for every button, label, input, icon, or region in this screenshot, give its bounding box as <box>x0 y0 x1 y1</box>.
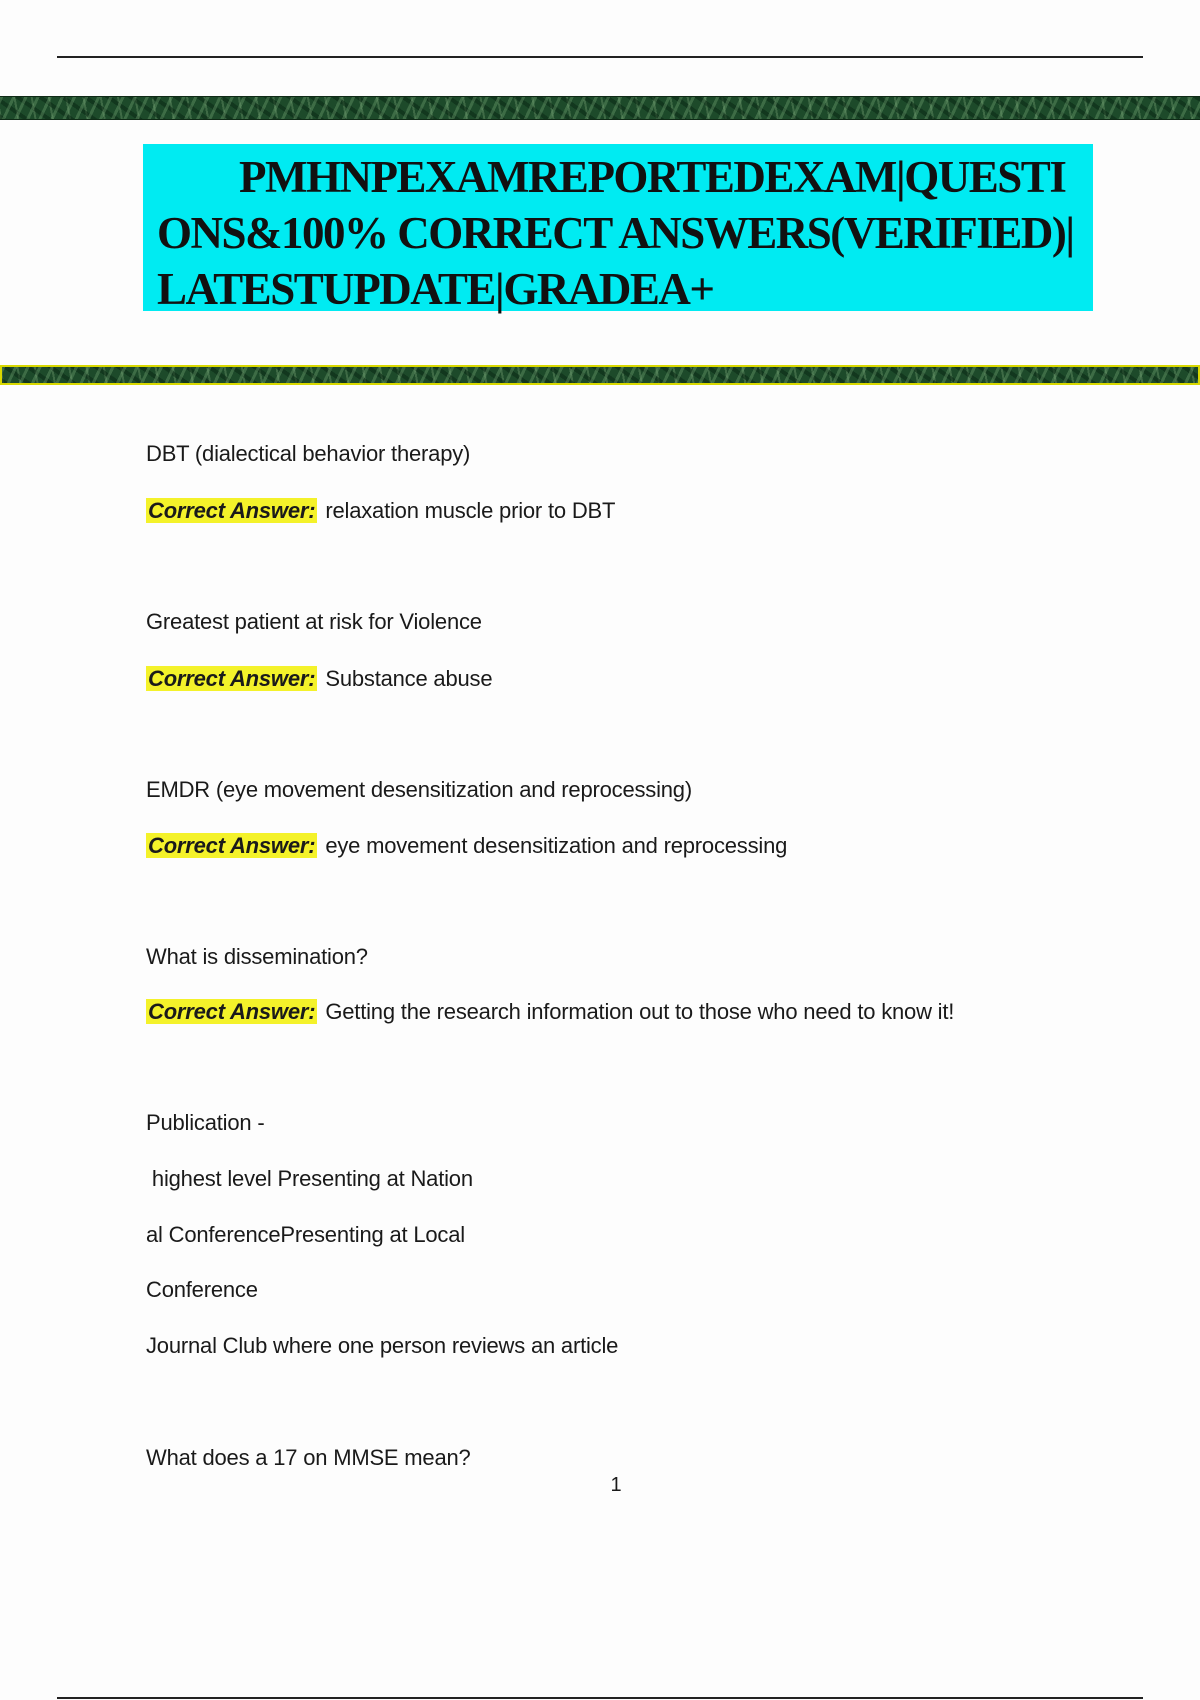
publication-line: al ConferencePresenting at Local <box>146 1222 465 1247</box>
publication-line: Publication - <box>146 1110 265 1135</box>
answer-text: eye movement desensitization and reprocessing <box>325 833 788 858</box>
answer-text: Getting the research information out to those who need to know it! <box>325 999 955 1024</box>
correct-answer-label: Correct Answer: <box>148 498 316 523</box>
title-banner <box>143 144 1093 314</box>
publication-line: highest level Presenting at Nation <box>146 1166 473 1191</box>
publication-line: Conference <box>146 1277 258 1302</box>
answer-row <box>146 831 787 861</box>
footer-rule <box>57 1697 1143 1699</box>
question-text: What does a 17 on MMSE mean? <box>146 1445 471 1470</box>
question-text: DBT (dialectical behavior therapy) <box>146 441 471 466</box>
header-rule <box>57 56 1143 58</box>
correct-answer-label: Correct Answer: <box>148 999 316 1024</box>
correct-answer-label: Correct Answer: <box>148 666 316 691</box>
question-text: EMDR (eye movement desensitization and reprocessing) <box>146 777 692 802</box>
page-number: 1 <box>610 1474 622 1496</box>
correct-answer-label: Correct Answer: <box>148 833 316 858</box>
answer-row <box>146 496 615 526</box>
answer-row <box>146 997 954 1027</box>
decorative-band-bottom <box>0 365 1200 385</box>
answer-text: relaxation muscle prior to DBT <box>325 498 616 523</box>
question-text: Greatest patient at risk for Violence <box>146 609 482 634</box>
answer-row <box>146 664 492 694</box>
document-title: PMHNPEXAMREPORTEDEXAM|QUESTIONS&100% CORRECT ANSWERS(VERIFIED)|LATESTUPDATE|GRADEA+ <box>157 152 1074 314</box>
publication-line: Journal Club where one person reviews an article <box>146 1333 619 1358</box>
decorative-band-top <box>0 96 1200 120</box>
answer-text: Substance abuse <box>325 666 493 691</box>
question-text: What is dissemination? <box>146 944 368 969</box>
